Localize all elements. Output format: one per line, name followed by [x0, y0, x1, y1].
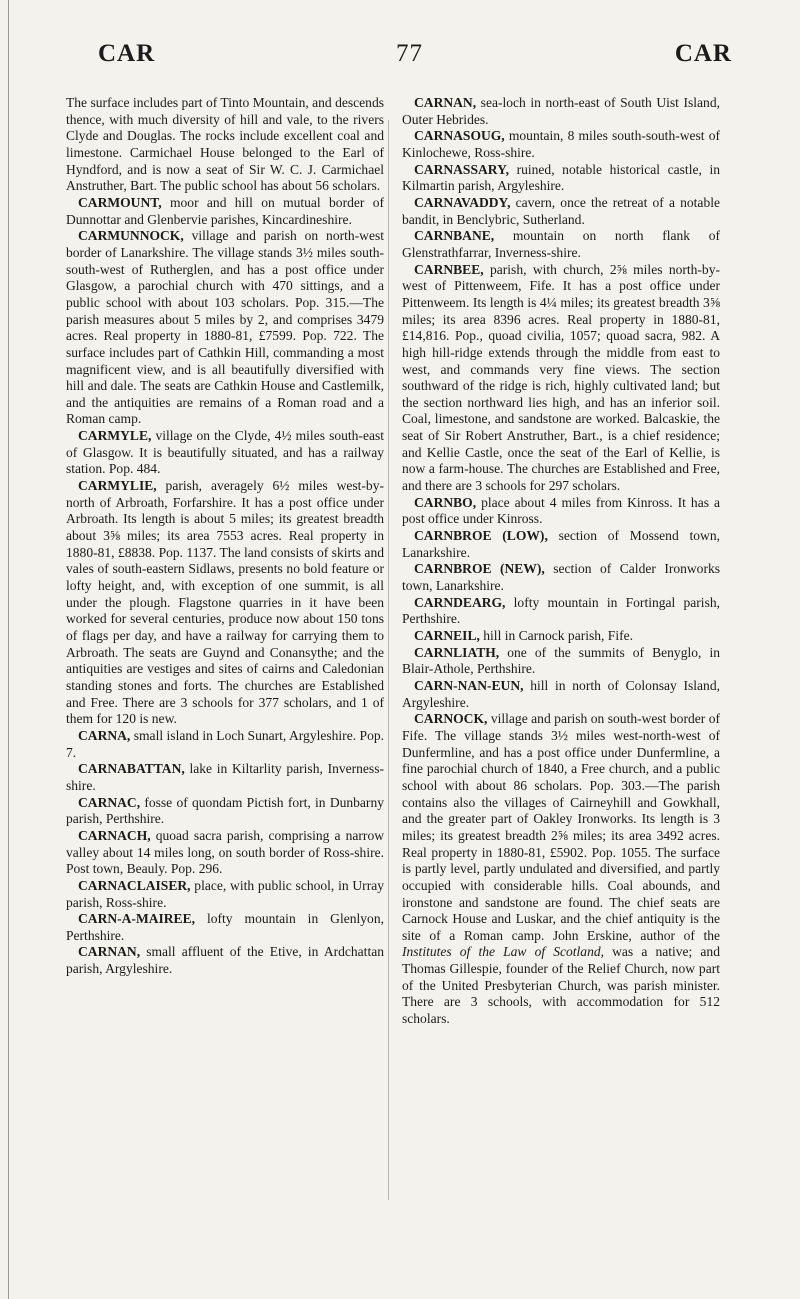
entry-text: section of Calder Ironworks town, Lanarkshire. — [402, 561, 720, 594]
entry-headword: CARNLIATH, — [414, 644, 500, 660]
entry-text: section of Mossend town, Lanarkshire. — [402, 528, 720, 560]
gazetteer-entry — [66, 478, 384, 728]
entry-text: fosse of quondam Pictish fort, in Dunbarny parish, Perthshire. — [66, 794, 384, 827]
entry-text: ruined, notable historical castle, in Kilmartin parish, Argyleshire. — [402, 161, 720, 194]
gazetteer-entry — [66, 228, 384, 428]
entry-headword: CARNBROE (NEW), — [414, 561, 545, 577]
entry-text: mountain on north flank of Glenstrathfarrar, Inverness-shire. — [402, 228, 720, 260]
gazetteer-entry — [402, 645, 720, 678]
right-column — [402, 95, 720, 1028]
gazetteer-entry — [66, 911, 384, 944]
gazetteer-entry — [402, 561, 720, 594]
gazetteer-entry — [402, 528, 720, 561]
header-left-guideword: CAR — [98, 40, 156, 67]
entry-headword: CARNASSARY, — [414, 161, 509, 177]
entry-text: small island in Loch Sunart, Argyleshire. Pop. 7. — [66, 727, 384, 760]
entry-headword: CARNASOUG, — [414, 128, 505, 144]
page-number: 77 — [396, 40, 423, 67]
gazetteer-entry — [402, 595, 720, 628]
entry-headword: CARNDEARG, — [414, 594, 506, 610]
entry-text: moor and hill on mutual border of Dunnottar and Glenbervie parishes, Kincardineshire. — [66, 194, 384, 227]
entry-headword: CARMYLE, — [78, 428, 152, 444]
entry-text: hill in Carnock parish, Fife. — [479, 628, 634, 643]
gazetteer-entry — [402, 711, 720, 1027]
entry-text: one of the summits of Benyglo, in Blair-Athole, Perthshire. — [402, 644, 720, 677]
gazetteer-entry — [66, 728, 384, 761]
page-edge-line — [8, 0, 9, 1299]
entry-text: parish, averagely 6½ miles west-by-north of Arbroath, Forfarshire. It has a post office under Arbroath. Its length is about 5 miles; its greatest breadth about 3⅝ miles; its area 7553 acres. Real property in 1880-81, £8838. Pop. 1137. The land consists of skirts and vales of south-eastern Sidlaws, presents no bold feature or lofty height, and, with exception of one summit, is all under the plough. Flagstone quarries in it have been worked for several centuries, produce now about 150 tons of flags per day, and have a railway for carrying them to Arbroath. The seats are Guynd and Conansythe; and the antiquities are vestiges and sites of cairns and Caledonian standing stones and forts. The churches are Established and Free. There are 3 schools for 377 scholars, and 1 of them for 120 is new. — [66, 478, 384, 727]
entry-headword: CARNA, — [78, 727, 131, 743]
entry-headword: CARNABATTAN, — [78, 761, 185, 777]
gazetteer-entry — [402, 195, 720, 228]
entry-text: lofty mountain in Glenlyon, Perthshire. — [66, 911, 384, 943]
entry-text: small affluent of the Etive, in Ardchattan parish, Argyleshire. — [66, 944, 384, 977]
gazetteer-entry — [402, 228, 720, 261]
entry-text: mountain, 8 miles south-south-west of Kinlochewe, Ross-shire. — [402, 128, 720, 160]
entry-headword: CARNBEE, — [414, 261, 484, 277]
gazetteer-entry — [66, 828, 384, 878]
entry-headword: CARNACH, — [78, 827, 151, 843]
gazetteer-entry — [402, 678, 720, 711]
gazetteer-entry — [402, 495, 720, 528]
gazetteer-entry — [66, 878, 384, 911]
entry-text: quoad sacra parish, comprising a narrow valley about 14 miles long, on south border of Ross-shire. Post town, Beauly. Pop. 296. — [66, 827, 384, 877]
entry-text: lofty mountain in Fortingal parish, Perthshire. — [402, 594, 720, 627]
gazetteer-entry — [402, 95, 720, 128]
entry-headword: CARNAN, — [414, 95, 477, 110]
gazetteer-entry — [402, 262, 720, 495]
entry-text: village on the Clyde, 4½ miles south-east of Glasgow. It is beautifully situated, and has a railway station. Pop. 484. — [66, 428, 384, 477]
entry-headword: CARMUNNOCK, — [78, 228, 184, 244]
entry-text: The surface includes part of Tinto Mountain, and descends thence, with much diversity of hill and vale, to the rivers Clyde and Douglas. The rocks include excellent coal and limestone. Carmichael House belonged to the Earl of Hyndford, and is now a seat of Sir W. C. J. Carmichael Anstruther, Bart. The public school has about 56 scholars. — [66, 95, 384, 194]
entry-text: sea-loch in north-east of South Uist Island, Outer Hebrides. — [402, 95, 720, 127]
entry-text: parish, with church, 2⅝ miles north-by-west of Pittenweem, Fife. It has a post office under Pittenweem. Its length is 4¼ miles; its greatest breadth 3⅝ miles; its area 8396 acres. Real property in 1880-81, £14,816. Pop., quoad civilia, 1057; quoad sacra, 982. A high hill-ridge extends through the middle from east to west, and commands very fine views. The section southward of the ridge is rich, highly cultivated land; but the section northward lies high, and has an inferior soil. Coal, limestone, and sandstone are worked. Balcaskie, the seat of Sir Robert Anstruther, Bart., is a chief residence; and Kellie Castle, once the seat of the Earl of Kellie, is now a farm-house. The churches are Established and Free, and there are 3 schools for 297 scholars. — [402, 261, 720, 494]
gazetteer-entry — [402, 128, 720, 161]
entry-headword: CARNEIL, — [414, 628, 480, 643]
entry-headword: CARNAN, — [78, 944, 141, 960]
entry-text: cavern, once the retreat of a notable bandit, in Benclybric, Sutherland. — [402, 194, 720, 227]
entry-headword: CARNBANE, — [414, 228, 495, 244]
gazetteer-entry — [66, 944, 384, 977]
entry-text: place about 4 miles from Kinross. It has a post office under Kinross. — [402, 494, 720, 527]
entry-text-tail: was a native; and Thomas Gillespie, founder of the Relief Church, now part of the United Presbyterian Church, was parish minister. There are 3 schools, with accommodation for 512 scholars. — [402, 944, 720, 1027]
running-header — [60, 40, 760, 70]
entry-headword: CARNACLAISER, — [78, 877, 191, 893]
entry-headword: CARMYLIE, — [78, 478, 157, 494]
gazetteer-entry — [66, 95, 384, 195]
entry-headword: CARMOUNT, — [78, 194, 162, 210]
entry-text: place, with public school, in Urray parish, Ross-shire. — [66, 877, 384, 910]
entry-headword: CARNAC, — [78, 794, 141, 810]
gazetteer-entry — [402, 628, 720, 645]
entry-headword: CARNAVADDY, — [414, 194, 511, 210]
entry-text: hill in north of Colonsay Island, Argyleshire. — [402, 677, 720, 710]
entry-text: village and parish on south-west border of Fife. The village stands 3½ miles west-north-west of Dunfermline, and has a post office under Dunfermline, a fine parochial church of 1840, a Free church, and a public school with about 86 scholars. Pop. 303.—The parish contains also the villages of Cairneyhill and Gowkhall, and the greater part of Oakley Ironworks. Its length is 3 miles; its greatest breadth 2⅝ miles; its area 3492 acres. Real property in 1880-81, £5902. Pop. 1055. The surface is partly level, partly undulated and diversified, and partly occupied with considerable hills. Coal abounds, and ironstone and sandstone are found. The chief seats are Carnock House and Luskar, and the chief antiquity is the site of a Roman camp. John Erskine, author of the — [402, 711, 720, 943]
gazetteer-entry — [66, 195, 384, 228]
header-right-guideword: CAR — [674, 40, 732, 67]
entry-headword: CARNBO, — [414, 494, 477, 510]
gazetteer-entry — [66, 761, 384, 794]
gazetteer-entry — [402, 162, 720, 195]
column-divider — [388, 120, 389, 1200]
gazetteer-entry — [66, 795, 384, 828]
entry-headword: CARNOCK, — [414, 711, 488, 727]
gazetteer-entry — [66, 428, 384, 478]
entry-headword: CARNBROE (LOW), — [414, 528, 548, 544]
left-column — [66, 95, 384, 978]
entry-text: lake in Kiltarlity parish, Inverness-shire. — [66, 761, 384, 793]
entry-headword: CARN-NAN-EUN, — [414, 677, 524, 693]
entry-headword: CARN-A-MAIREE, — [78, 911, 196, 927]
entry-text: village and parish on north-west border of Lanarkshire. The village stands 3½ miles south-south-west of Rutherglen, and has a post office under Glasgow, a parochial church with 470 sittings, and a public school with about 103 scholars. Pop. 315.—The parish measures about 5 miles by 2, and comprises 3479 acres. Real property in 1880-81, £7599. Pop. 722. The surface includes part of Cathkin Hill, commanding a most magnificent view, and is all beautifully diversified with hill and dale. The seats are Cathkin House and Castlemilk, and the antiquities are remains of a Roman road and a Roman camp. — [66, 228, 384, 427]
entry-italic-title: Institutes of the Law of Scotland, — [402, 944, 605, 960]
